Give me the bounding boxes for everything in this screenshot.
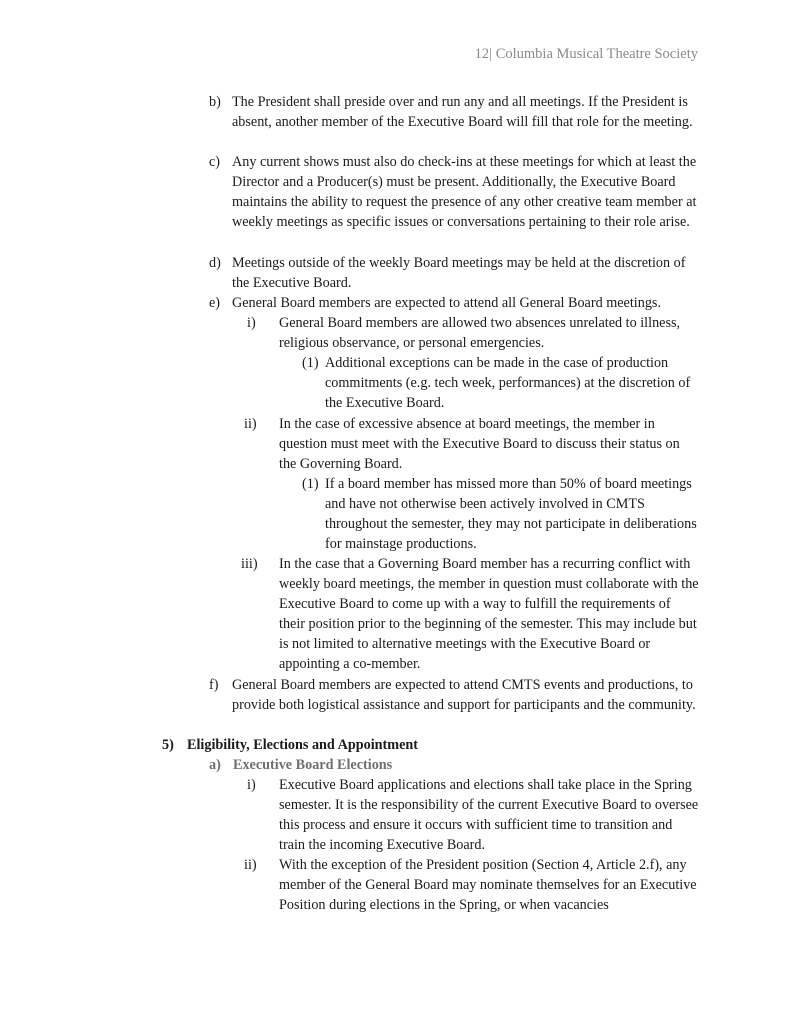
list-marker: (1) xyxy=(302,476,319,492)
document-title: Columbia Musical Theatre Society xyxy=(495,46,698,62)
subsection-title: Executive Board Elections xyxy=(233,757,393,773)
list-item-text: The President shall preside over and run any and all meetings. If the President is absent, another member of the Executive Board will fill that role for the meeting. xyxy=(232,94,693,131)
list-marker: e) xyxy=(209,295,221,311)
list-item-text: Meetings outside of the weekly Board meetings may be held at the discretion of the Executive Board. xyxy=(232,255,686,292)
list-marker: i) xyxy=(247,777,256,793)
list-marker: f) xyxy=(209,677,219,693)
list-item-text: In the case of excessive absence at board meetings, the member in question must meet with the Executive Board to discuss their status on the Governing Board. xyxy=(279,416,680,473)
subsection-marker: a) xyxy=(209,757,221,773)
header-separator: | xyxy=(489,46,493,62)
list-item-text: General Board members are expected to attend CMTS events and productions, to provide both logistical assistance and support for participants and the community. xyxy=(232,677,696,714)
list-marker: ii) xyxy=(244,416,257,432)
list-item-text: General Board members are expected to attend all General Board meetings. xyxy=(232,295,661,311)
page-number: 12 xyxy=(474,46,490,62)
list-item-text: If a board member has missed more than 50% of board meetings and have not otherwise been actively involved in CMTS throughout the semester, they may not participate in deliberations for mainstage productions. xyxy=(325,476,697,553)
list-item-text: Additional exceptions can be made in the case of production commitments (e.g. tech week, performances) at the discretion of the Executive Board. xyxy=(325,355,691,412)
list-marker: iii) xyxy=(241,556,258,572)
page-header xyxy=(475,46,698,63)
list-marker: i) xyxy=(247,315,256,331)
list-marker: ii) xyxy=(244,857,257,873)
list-marker: d) xyxy=(209,255,221,271)
list-marker: c) xyxy=(209,154,221,170)
section-number: 5) xyxy=(162,737,174,753)
list-item-text: In the case that a Governing Board member has a recurring conflict with weekly board meetings, the member in question must collaborate with the Executive Board to come up with a way to fulfill the requirements of their position prior to the beginning of the semester. This may include but is not limited to alternative meetings with the Executive Board or appointing a co-member. xyxy=(279,556,699,673)
list-marker: b) xyxy=(209,94,221,110)
list-item-text: Any current shows must also do check-ins at these meetings for which at least the Director and a Producer(s) must be present. Additionally, the Executive Board maintains the ability to request the presence of any other creative team member at weekly meetings as specific issues or conversations pertaining to their role arise. xyxy=(232,154,697,231)
list-item-text: With the exception of the President position (Section 4, Article 2.f), any member of the General Board may nominate themselves for an Executive Position during elections in the Spring, or when vacancies xyxy=(279,857,697,914)
list-item-text: General Board members are allowed two absences unrelated to illness, religious observance, or personal emergencies. xyxy=(279,315,681,352)
list-marker: (1) xyxy=(302,355,319,371)
list-item-text: Executive Board applications and elections shall take place in the Spring semester. It is the responsibility of the current Executive Board to oversee this process and ensure it occurs with sufficient time to transition and train the incoming Executive Board. xyxy=(279,777,699,854)
section-title: Eligibility, Elections and Appointment xyxy=(187,737,418,753)
